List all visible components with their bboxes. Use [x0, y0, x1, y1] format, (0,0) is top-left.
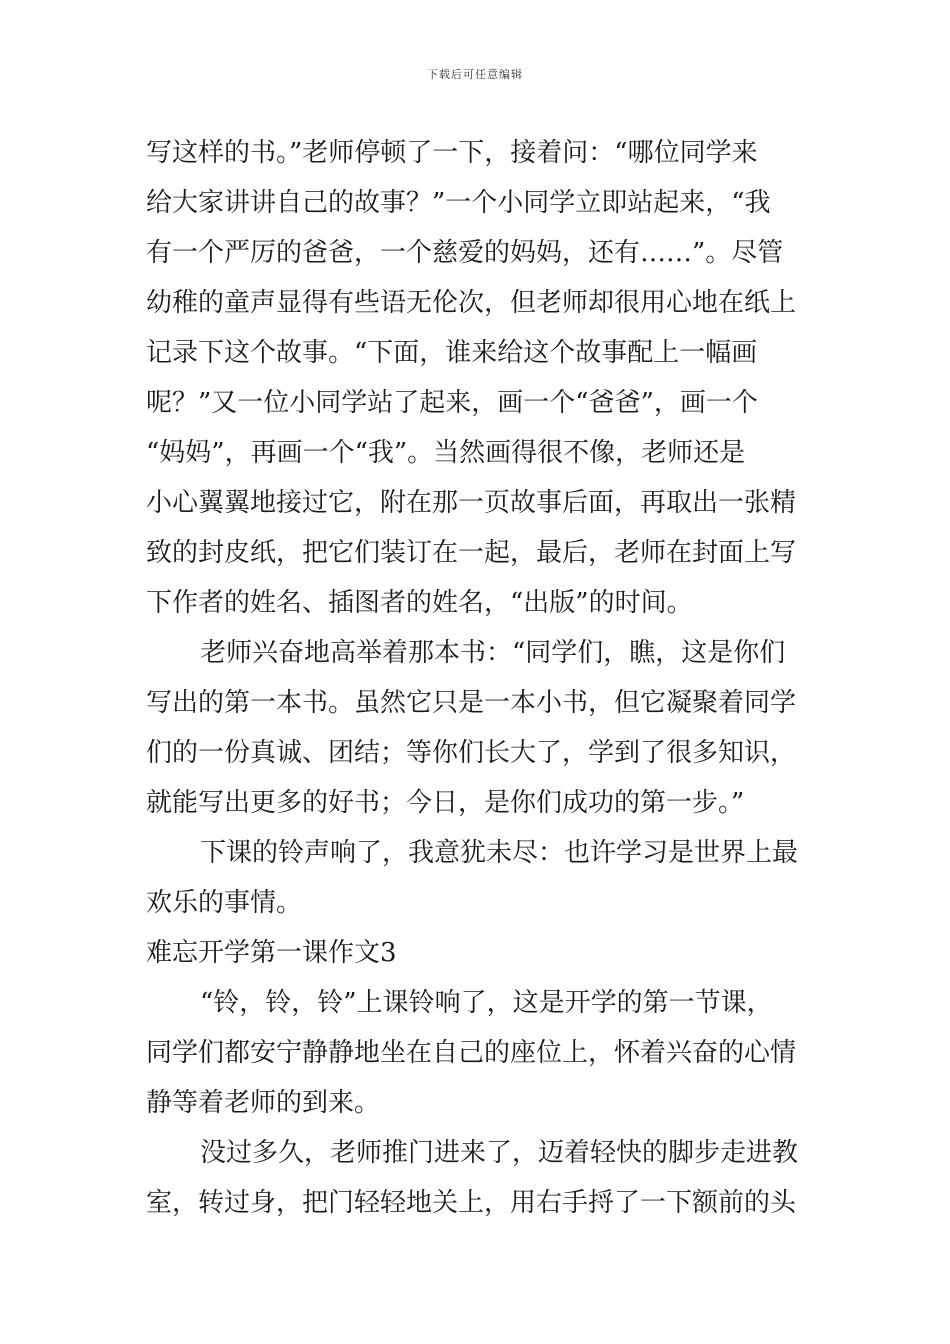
text-line: 们的一份真诚、团结；等你们长大了，学到了很多知识， [146, 738, 797, 768]
paragraph-start-line: 没过多久，老师推门进来了，迈着轻快的脚步走进教 [200, 1138, 799, 1168]
text-line: “妈妈”，再画一个“我”。当然画得很不像，老师还是 [146, 438, 746, 468]
text-line: 同学们都安宁静静地坐在自己的座位上，怀着兴奋的心情 [146, 1038, 797, 1068]
paragraph-start-line: 下课的铃声响了，我意犹未尽：也许学习是世界上最 [200, 838, 799, 868]
text-line: 小心翼翼地接过它，附在那一页故事后面，再取出一张精 [146, 488, 797, 518]
text-line: 就能写出更多的好书；今日，是你们成功的第一步。” [146, 788, 745, 818]
document-body [146, 128, 806, 1228]
text-line: 致的封皮纸，把它们装订在一起，最后，老师在封面上写 [146, 538, 797, 568]
text-line: 下作者的姓名、插图者的姓名，“出版”的时间。 [146, 588, 693, 618]
text-line: 有一个严厉的爸爸，一个慈爱的妈妈，还有……”。尽管 [146, 238, 784, 268]
text-line: 写这样的书。”老师停顿了一下，接着问：“哪位同学来 [146, 138, 758, 168]
text-line: 欢乐的事情。 [146, 888, 303, 918]
paragraph-start-line: “铃，铃，铃”上课铃响了，这是开学的第一节课， [200, 988, 773, 1018]
text-line: 记录下这个故事。“下面，谁来给这个故事配上一幅画 [146, 338, 758, 368]
text-line: 呢？”又一位小同学站了起来，画一个“爸爸”，画一个 [146, 388, 758, 418]
text-line: 幼稚的童声显得有些语无伦次，但老师却很用心地在纸上 [146, 288, 797, 318]
text-line: 给大家讲讲自己的故事？”一个小同学立即站起来，“我 [146, 188, 771, 218]
section-title: 难忘开学第一课作文3 [146, 938, 397, 968]
page-header: 下载后可任意编辑 [427, 68, 523, 81]
text-line: 写出的第一本书。虽然它只是一本小书，但它凝聚着同学 [146, 688, 797, 718]
text-line: 静等着老师的到来。 [146, 1088, 381, 1118]
text-line: 室，转过身，把门轻轻地关上，用右手捋了一下额前的头 [146, 1188, 797, 1218]
paragraph-start-line: 老师兴奋地高举着那本书：“同学们，瞧，这是你们 [200, 638, 786, 668]
